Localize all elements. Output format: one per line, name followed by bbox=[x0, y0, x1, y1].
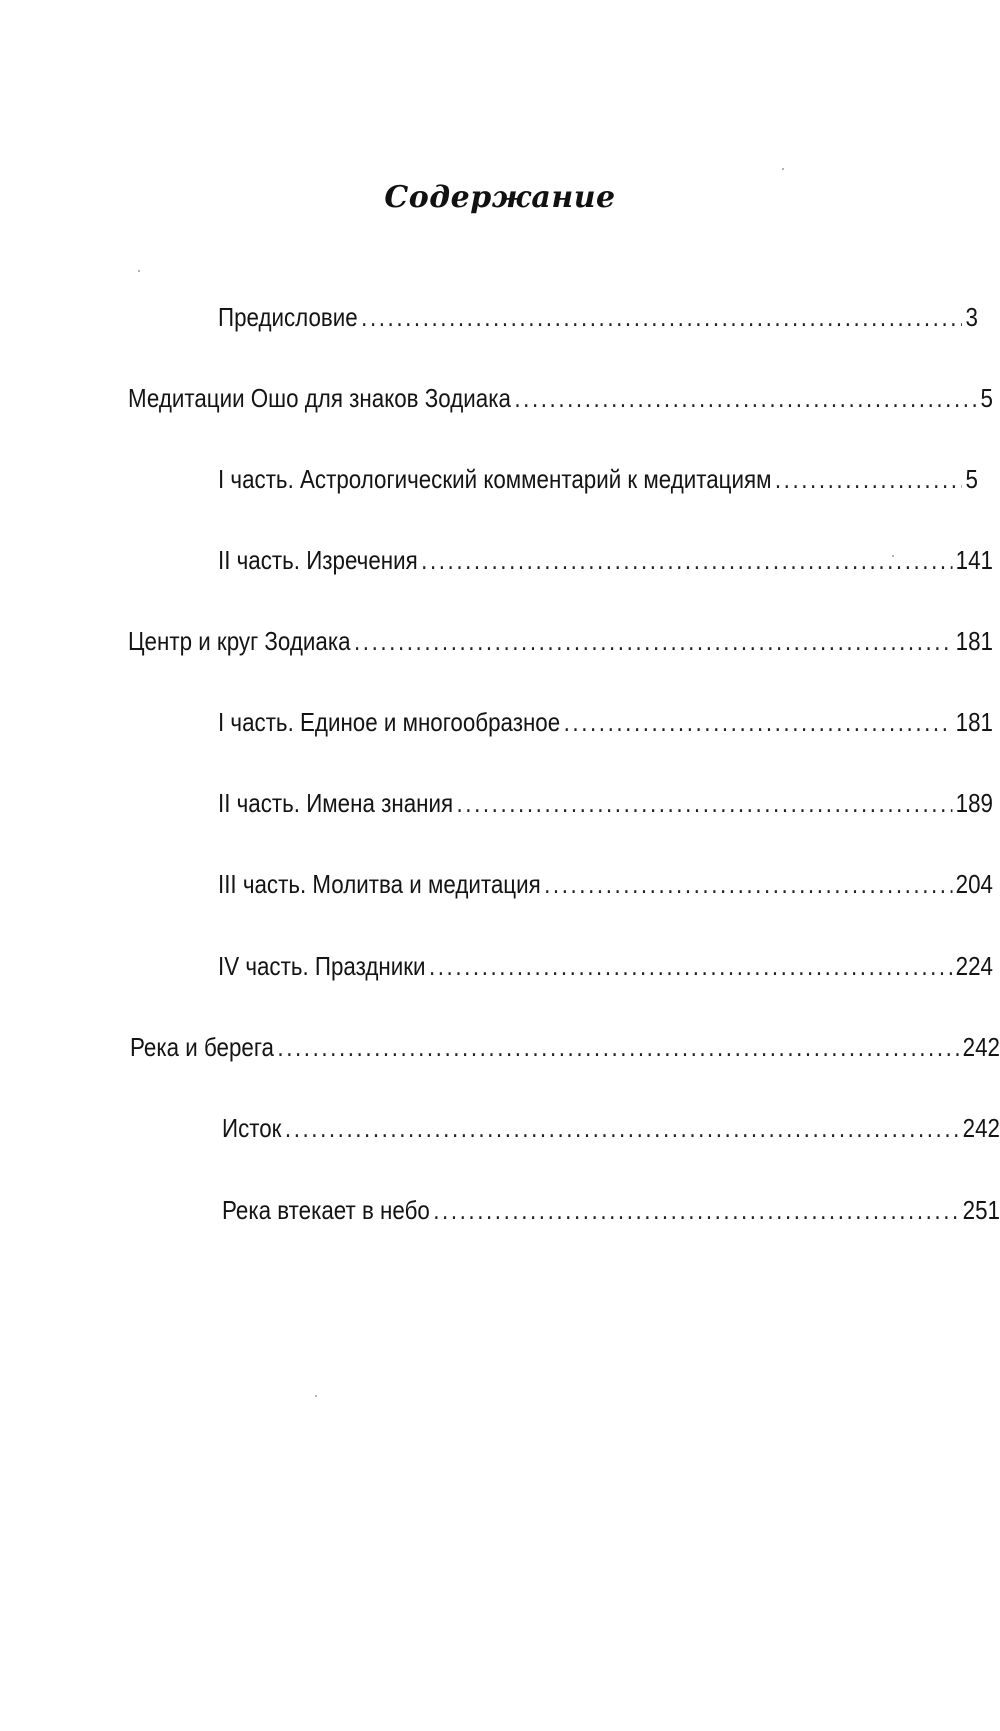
toc-leader-dots bbox=[514, 381, 977, 415]
toc-entry-label: III часть. Молитва и медитация bbox=[218, 869, 541, 899]
toc-leader-dots bbox=[457, 786, 953, 820]
toc-entry-page: 251 bbox=[962, 1195, 1000, 1225]
toc-leader-dots bbox=[354, 624, 952, 658]
toc-leader-dots bbox=[429, 949, 952, 983]
toc-entry-label: I часть. Единое и многообразное bbox=[218, 707, 561, 737]
toc-entry-page: 141 bbox=[955, 545, 993, 575]
toc-leader-dots bbox=[361, 300, 962, 334]
toc-entry-label: II часть. Имена знания bbox=[218, 788, 454, 818]
toc-entry[interactable] bbox=[222, 1193, 1000, 1227]
toc-leader-dots bbox=[775, 462, 962, 496]
toc-entry-label: IV часть. Праздники bbox=[218, 951, 426, 981]
toc-entry[interactable] bbox=[130, 1030, 1000, 1064]
toc-entry[interactable] bbox=[222, 1111, 1000, 1145]
toc-leader-dots bbox=[544, 867, 952, 901]
toc-entry[interactable] bbox=[218, 786, 993, 820]
toc-leader-dots bbox=[285, 1111, 959, 1145]
scan-speck bbox=[138, 270, 140, 272]
toc-entry[interactable] bbox=[218, 705, 993, 739]
toc-entry-label: Исток bbox=[222, 1113, 282, 1143]
toc-entry-page: 242 bbox=[962, 1032, 1000, 1062]
scan-speck bbox=[892, 555, 894, 557]
toc-entry-page: 181 bbox=[955, 707, 993, 737]
toc-entry-page: 224 bbox=[955, 951, 993, 981]
toc-entry-label: Медитации Ошо для знаков Зодиака bbox=[128, 383, 511, 413]
toc-entry-page: 5 bbox=[980, 383, 993, 413]
toc-entry-page: 242 bbox=[962, 1113, 1000, 1143]
toc-entry[interactable] bbox=[218, 543, 993, 577]
toc-entry[interactable] bbox=[218, 867, 993, 901]
toc-entry-label: II часть. Изречения bbox=[218, 545, 418, 575]
scan-speck bbox=[315, 1395, 317, 1397]
toc-entry-label: Предисловие bbox=[218, 302, 358, 332]
toc-leader-dots bbox=[433, 1193, 959, 1227]
toc-entry[interactable] bbox=[218, 300, 978, 334]
toc-entry-label: I часть. Астрологический комментарий к медитациям bbox=[218, 464, 772, 494]
toc-entry[interactable] bbox=[128, 381, 993, 415]
toc-entry[interactable] bbox=[218, 462, 978, 496]
toc-entry-label: Река втекает в небо bbox=[222, 1195, 430, 1225]
toc-leader-dots bbox=[277, 1030, 959, 1064]
toc-entry-page: 181 bbox=[955, 626, 993, 656]
page-title: Содержание bbox=[384, 180, 616, 215]
toc-entry[interactable] bbox=[128, 624, 993, 658]
toc-leader-dots bbox=[421, 543, 952, 577]
toc-leader-dots bbox=[564, 705, 953, 739]
toc-entry-page: 204 bbox=[955, 869, 993, 899]
scan-speck bbox=[782, 168, 784, 170]
toc-entry-label: Центр и круг Зодиака bbox=[128, 626, 351, 656]
toc-entry-page: 3 bbox=[965, 302, 978, 332]
toc-entry-page: 5 bbox=[965, 464, 978, 494]
toc-entry[interactable] bbox=[218, 949, 993, 983]
toc-entry-label: Река и берега bbox=[130, 1032, 274, 1062]
toc-entry-page: 189 bbox=[955, 788, 993, 818]
